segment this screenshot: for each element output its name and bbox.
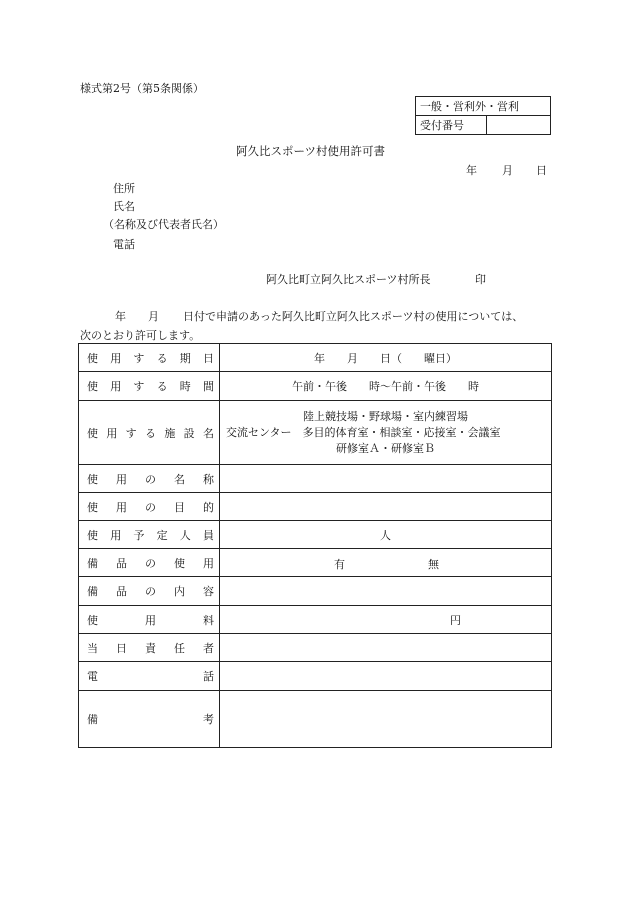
row-value[interactable] — [220, 634, 552, 662]
table-row — [79, 521, 552, 549]
table-row — [79, 549, 552, 577]
body-year: 年 — [115, 310, 126, 323]
table-row — [79, 372, 552, 401]
row-value[interactable] — [220, 493, 552, 521]
facility-option-line: 交流センター 多目的体育室・相談室・応接室・会議室 — [226, 425, 501, 439]
applicant-representative-label: （名称及び代表者氏名） — [103, 218, 224, 231]
row-label: 使 用 す る 施 設 名 — [79, 401, 220, 465]
row-label: 備 考 — [79, 691, 220, 748]
receipt-number-field[interactable] — [487, 116, 551, 135]
table-row — [79, 662, 552, 691]
option-no[interactable]: 無 — [428, 557, 439, 571]
issuer-name: 阿久比町立阿久比スポーツ村所長 — [266, 273, 431, 286]
row-label: 使 用 の 名 称 — [79, 465, 220, 493]
row-label: 当 日 責 任 者 — [79, 634, 220, 662]
table-row — [79, 344, 552, 372]
date-month-label: 月 — [502, 164, 513, 177]
body-month: 月 — [148, 310, 159, 323]
row-label: 使 用 す る 期 日 — [79, 344, 220, 372]
usage-table — [78, 343, 552, 748]
row-value[interactable] — [220, 465, 552, 493]
option-yes[interactable]: 有 — [334, 557, 345, 571]
row-value[interactable]: 午前・午後 時～午前・午後 時 — [220, 372, 552, 401]
row-label: 使 用 の 目 的 — [79, 493, 220, 521]
applicant-name-label: 氏名 — [113, 200, 135, 213]
row-value[interactable] — [220, 549, 552, 577]
row-value[interactable] — [220, 691, 552, 748]
document-title: 阿久比スポーツ村使用許可書 — [236, 144, 386, 158]
applicant-phone-label: 電話 — [113, 238, 135, 251]
receipt-box — [415, 96, 551, 135]
table-row — [79, 691, 552, 748]
row-value[interactable] — [220, 662, 552, 691]
row-label: 使 用 す る 時 間 — [79, 372, 220, 401]
row-label: 使 用 料 — [79, 606, 220, 634]
row-value[interactable] — [220, 577, 552, 606]
facility-option-line: 研修室Ａ・研修室Ｂ — [336, 441, 435, 455]
row-label: 備 品 の 内 容 — [79, 577, 220, 606]
permission-sentence-line2: 次のとおり許可します。 — [80, 329, 201, 342]
table-row — [79, 401, 552, 465]
date-year-label: 年 — [466, 164, 477, 177]
row-value[interactable]: 年 月 日（ 曜日） — [220, 344, 552, 372]
row-value[interactable]: 円 — [220, 606, 552, 634]
row-label: 使 用 予 定 人 員 — [79, 521, 220, 549]
facility-option-line: 陸上競技場・野球場・室内練習場 — [303, 409, 468, 423]
row-value[interactable] — [220, 401, 552, 465]
row-label: 備 品 の 使 用 — [79, 549, 220, 577]
row-value[interactable]: 人 — [220, 521, 552, 549]
table-row — [79, 606, 552, 634]
seal-mark: 印 — [475, 273, 486, 286]
row-label: 電 話 — [79, 662, 220, 691]
receipt-label: 受付番号 — [416, 116, 487, 135]
table-row — [79, 493, 552, 521]
category-options: 一般・営利外・営利 — [416, 97, 551, 116]
date-day-label: 日 — [536, 164, 547, 177]
table-row — [79, 577, 552, 606]
body-text: 日付で申請のあった阿久比町立阿久比スポーツ村の使用については、 — [183, 310, 524, 323]
applicant-address-label: 住所 — [113, 182, 135, 195]
table-row — [79, 634, 552, 662]
form-number: 様式第2号（第5条関係） — [80, 82, 204, 95]
table-row — [79, 465, 552, 493]
